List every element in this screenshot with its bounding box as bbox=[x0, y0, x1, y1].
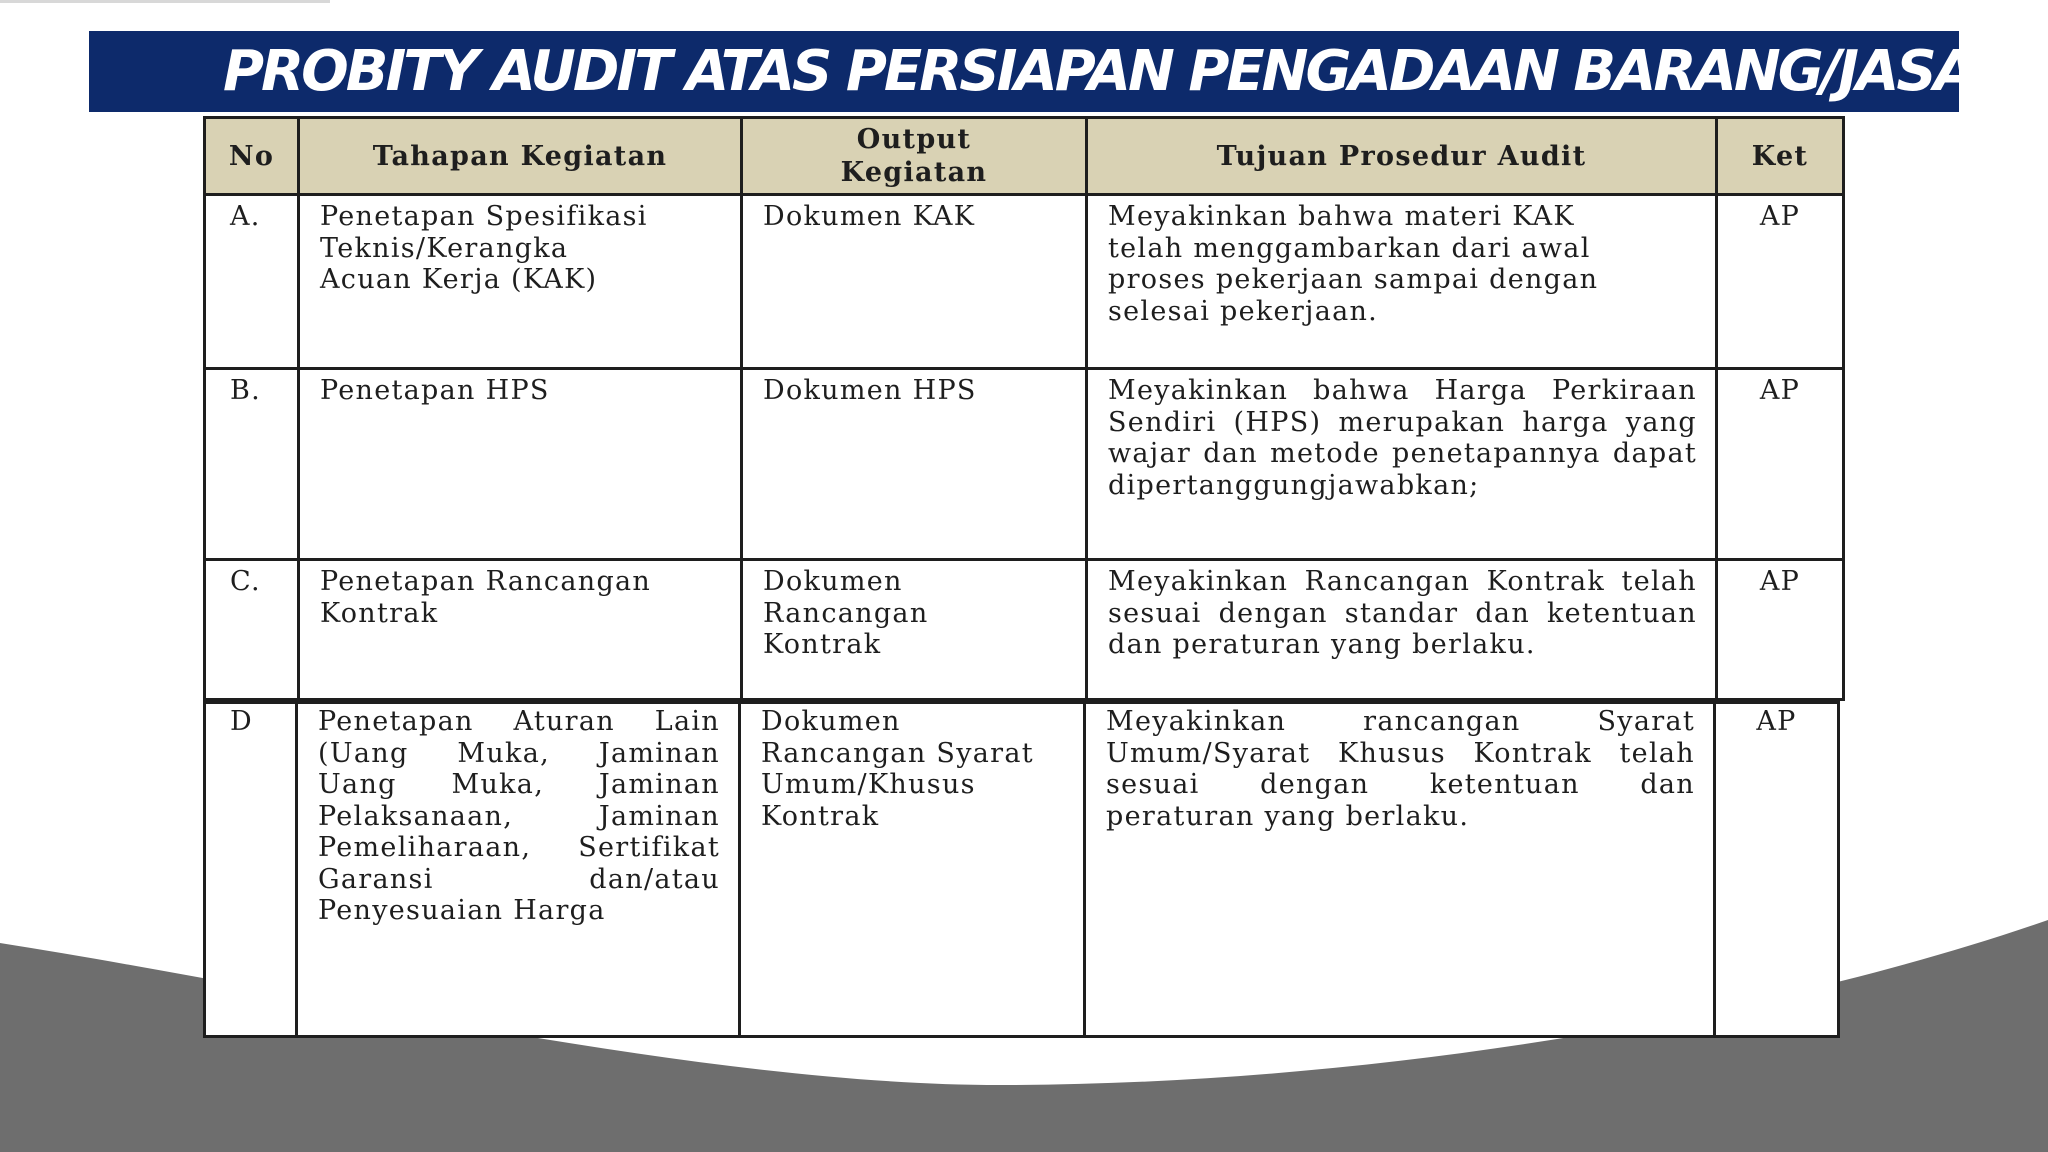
table-row bbox=[205, 560, 1844, 700]
row-d-output: Dokumen Rancangan Syarat Umum/Khusus Kontrak bbox=[740, 703, 1085, 1037]
header-no: No bbox=[205, 118, 299, 195]
header-ket: Ket bbox=[1717, 118, 1844, 195]
table-row bbox=[205, 369, 1844, 560]
row-b-tujuan: Meyakinkan bahwa Harga Perkiraan Sendiri (HPS) merupakan harga yang wajar dan metode penetapannya dapat dipertanggungjawabkan; bbox=[1087, 369, 1717, 560]
row-a-ket: AP bbox=[1717, 195, 1844, 369]
title-bar bbox=[89, 31, 1995, 112]
audit-table bbox=[203, 116, 1845, 701]
row-a-tahapan: Penetapan Spesifikasi Teknis/Kerangka Acuan Kerja (KAK) bbox=[299, 195, 742, 369]
header-tujuan: Tujuan Prosedur Audit bbox=[1087, 118, 1717, 195]
row-c-no: C. bbox=[205, 560, 299, 700]
header-output: Output Kegiatan bbox=[742, 118, 1087, 195]
table-header-row bbox=[205, 118, 1844, 195]
row-b-tahapan: Penetapan HPS bbox=[299, 369, 742, 560]
row-c-output: Dokumen Rancangan Kontrak bbox=[742, 560, 1087, 700]
audit-table-continued bbox=[203, 701, 1840, 1038]
row-d-ket: AP bbox=[1715, 703, 1839, 1037]
row-c-tujuan: Meyakinkan Rancangan Kontrak telah sesuai dengan standar dan ketentuan dan peraturan yang berlaku. bbox=[1087, 560, 1717, 700]
top-accent-line bbox=[0, 0, 330, 3]
row-d-no: D bbox=[205, 703, 297, 1037]
row-a-output: Dokumen KAK bbox=[742, 195, 1087, 369]
header-tahapan: Tahapan Kegiatan bbox=[299, 118, 742, 195]
row-d-tujuan: Meyakinkan rancangan Syarat Umum/Syarat Khusus Kontrak telah sesuai dengan ketentuan dan peraturan yang berlaku. bbox=[1085, 703, 1715, 1037]
row-b-no: B. bbox=[205, 369, 299, 560]
table-row bbox=[205, 703, 1839, 1037]
slide-title: PROBITY AUDIT ATAS PERSIAPAN PENGADAAN BARANG/JASA: bbox=[223, 39, 1995, 104]
row-d-tahapan: Penetapan Aturan Lain (Uang Muka, Jaminan Uang Muka, Jaminan Pelaksanaan, Jaminan Pemeliharaan, Sertifikat Garansi dan/atau Penyesuaian Harga bbox=[297, 703, 740, 1037]
row-a-no: A. bbox=[205, 195, 299, 369]
table-row bbox=[205, 195, 1844, 369]
row-c-tahapan: Penetapan Rancangan Kontrak bbox=[299, 560, 742, 700]
row-c-ket: AP bbox=[1717, 560, 1844, 700]
row-b-output: Dokumen HPS bbox=[742, 369, 1087, 560]
row-a-tujuan: Meyakinkan bahwa materi KAK telah menggambarkan dari awal proses pekerjaan sampai dengan selesai pekerjaan. bbox=[1087, 195, 1717, 369]
row-b-ket: AP bbox=[1717, 369, 1844, 560]
